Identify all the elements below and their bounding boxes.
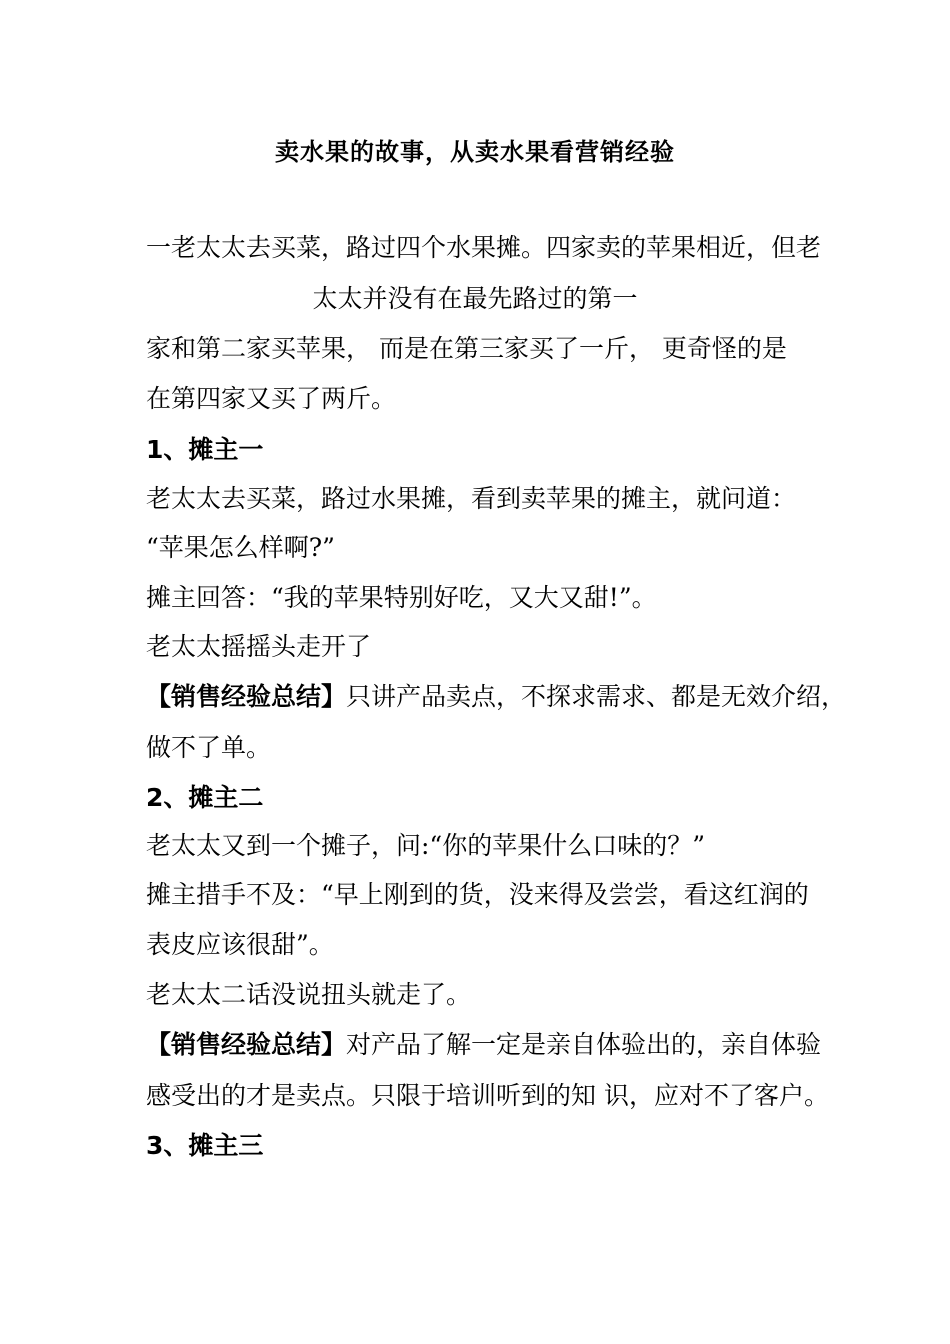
section-3-heading: 3、摊主三	[146, 1131, 264, 1160]
section-2-summary-line-2: 感受出的才是卖点。只限于培训听到的知 识，应对不了客户。	[146, 1081, 829, 1110]
section-2-line-2: 摊主措手不及：“早上刚到的货，没来得及尝尝，看这红润的	[146, 880, 809, 909]
intro-line-3: 家和第二家买苹果， 而是在第三家买了一斤， 更奇怪的是	[146, 334, 787, 363]
section-2-summary	[146, 1030, 821, 1060]
intro-line-4: 在第四家又买了两斤。	[146, 384, 397, 413]
section-2-line-3: 表皮应该很甜”。	[146, 930, 334, 959]
section-1-summary-text: 只讲产品卖点，不探求需求、都是无效介绍，	[346, 682, 847, 711]
section-1-summary	[146, 682, 846, 712]
intro-line-2: 太太并没有在最先路过的第一	[312, 284, 638, 313]
section-1-line-4: 老太太摇摇头走开了	[146, 632, 372, 661]
section-2-line-4: 老太太二话没说扭头就走了。	[146, 980, 472, 1009]
section-2-summary-text: 对产品了解一定是亲自体验出的，亲自体验	[346, 1030, 822, 1059]
section-1-line-3: 摊主回答：“我的苹果特别好吃，又大又甜!”。	[146, 583, 657, 612]
section-1-line-2: “苹果怎么样啊?”	[146, 533, 335, 562]
intro-line-1: 一老太太去买菜，路过四个水果摊。四家卖的苹果相近，但老	[146, 233, 822, 262]
section-1-summary-label: 【销售经验总结】	[146, 682, 347, 711]
section-2-line-1: 老太太又到一个摊子，问:“你的苹果什么口味的？”	[146, 831, 705, 860]
section-1-line-1: 老太太去买菜，路过水果摊，看到卖苹果的摊主，就问道：	[146, 484, 797, 513]
section-1-heading: 1、摊主一	[146, 435, 264, 464]
section-2-summary-label: 【销售经验总结】	[146, 1030, 347, 1059]
section-2-heading: 2、摊主二	[146, 783, 264, 812]
section-1-summary-line-2: 做不了单。	[146, 733, 272, 762]
document-title: 卖水果的故事，从卖水果看营销经验	[275, 138, 675, 166]
